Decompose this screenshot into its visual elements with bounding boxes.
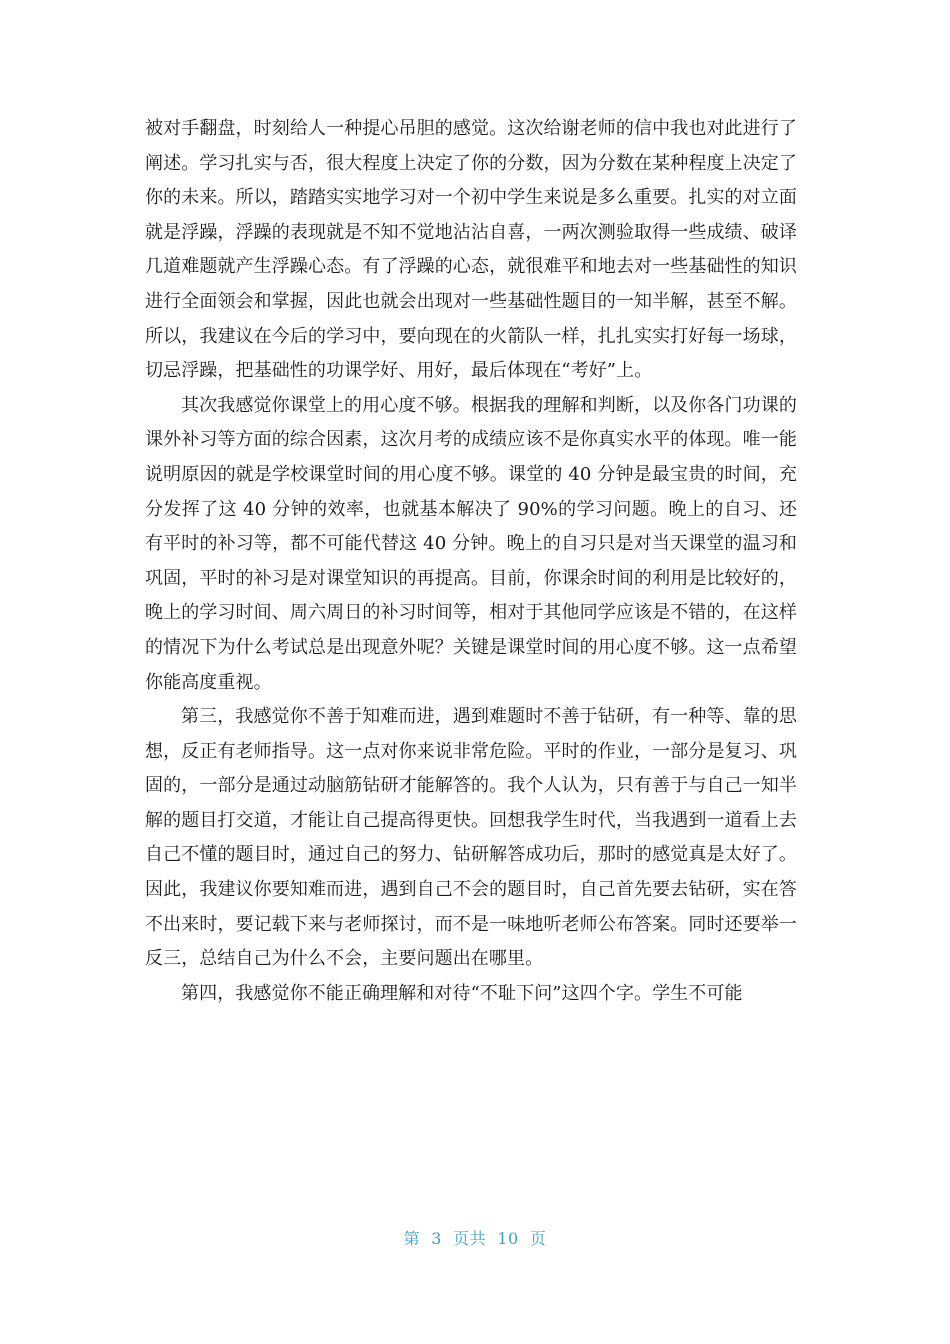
paragraph-continuation: 被对手翻盘，时刻给人一种提心吊胆的感觉。这次给谢老师的信中我也对此进行了阐述。学习扎实与否，很大程度上决定了你的分数，因为分数在某种程度上决定了你的未来。所以，踏踏实实地学习对一个初中学生来说是多么重要。扎实的对立面就是浮躁，浮躁的表现就是不知不觉地沾沾自喜，一两次测验取得一些成绩、破译几道难题就产生浮躁心态。有了浮躁的心态，就很难平和地去对一些基础性的知识进行全面领会和掌握，因此也就会出现对一些基础性题目的一知半解，甚至不解。所以，我建议在今后的学习中，要向现在的火箭队一样，扎扎实实打好每一场球，切忌浮躁，把基础性的功课学好、用好，最后体现在“考好”上。 (145, 118, 797, 382)
paragraph-fourth-point: 第四，我感觉你不能正确理解和对待“不耻下问”这四个字。学生不可能 (181, 982, 743, 1004)
paragraph-second-point: 其次我感觉你课堂上的用心度不够。根据我的理解和判断，以及你各门功课的课外补习等方面的综合因素，这次月考的成绩应该不是你真实水平的体现。唯一能说明原因的就是学校课堂时间的用心度不够。课堂的 40 分钟是最宝贵的时间，充分发挥了这 40 分钟的效率，也就基本解决了 90%的学习问题。晚上的自习、还有平时的补习等，都不可能代替这 40 分钟。晚上的自习只是对当天课堂的温习和巩固，平时的补习是对课堂知识的再提高。目前，你课余时间的利用是比较好的，晚上的学习时间、周六周日的补习时间等，相对于其他同学应该是不错的，在这样的情况下为什么考试总是出现意外呢？关键是课堂时间的用心度不够。这一点希望你能高度重视。 (145, 394, 797, 693)
paragraph-third-point: 第三，我感觉你不善于知难而进，遇到难题时不善于钻研，有一种等、靠的思想，反正有老师指导。这一点对你来说非常危险。平时的作业，一部分是复习、巩固的，一部分是通过动脑筋钻研才能解答的。我个人认为，只有善于与自己一知半解的题目打交道，才能让自己提高得更快。回想我学生时代，当我遇到一道看上去自己不懂的题目时，通过自己的努力、钻研解答成功后，那时的感觉真是太好了。因此，我建议你要知难而进，遇到自己不会的题目时，自己首先要去钻研，实在答不出来时，要记载下来与老师探讨，而不是一味地听老师公布答案。同时还要举一反三，总结自己为什么不会，主要问题出在哪里。 (145, 706, 797, 970)
document-body (145, 112, 797, 1011)
page-number-footer: 第 3 页共 10 页 (403, 1229, 547, 1248)
